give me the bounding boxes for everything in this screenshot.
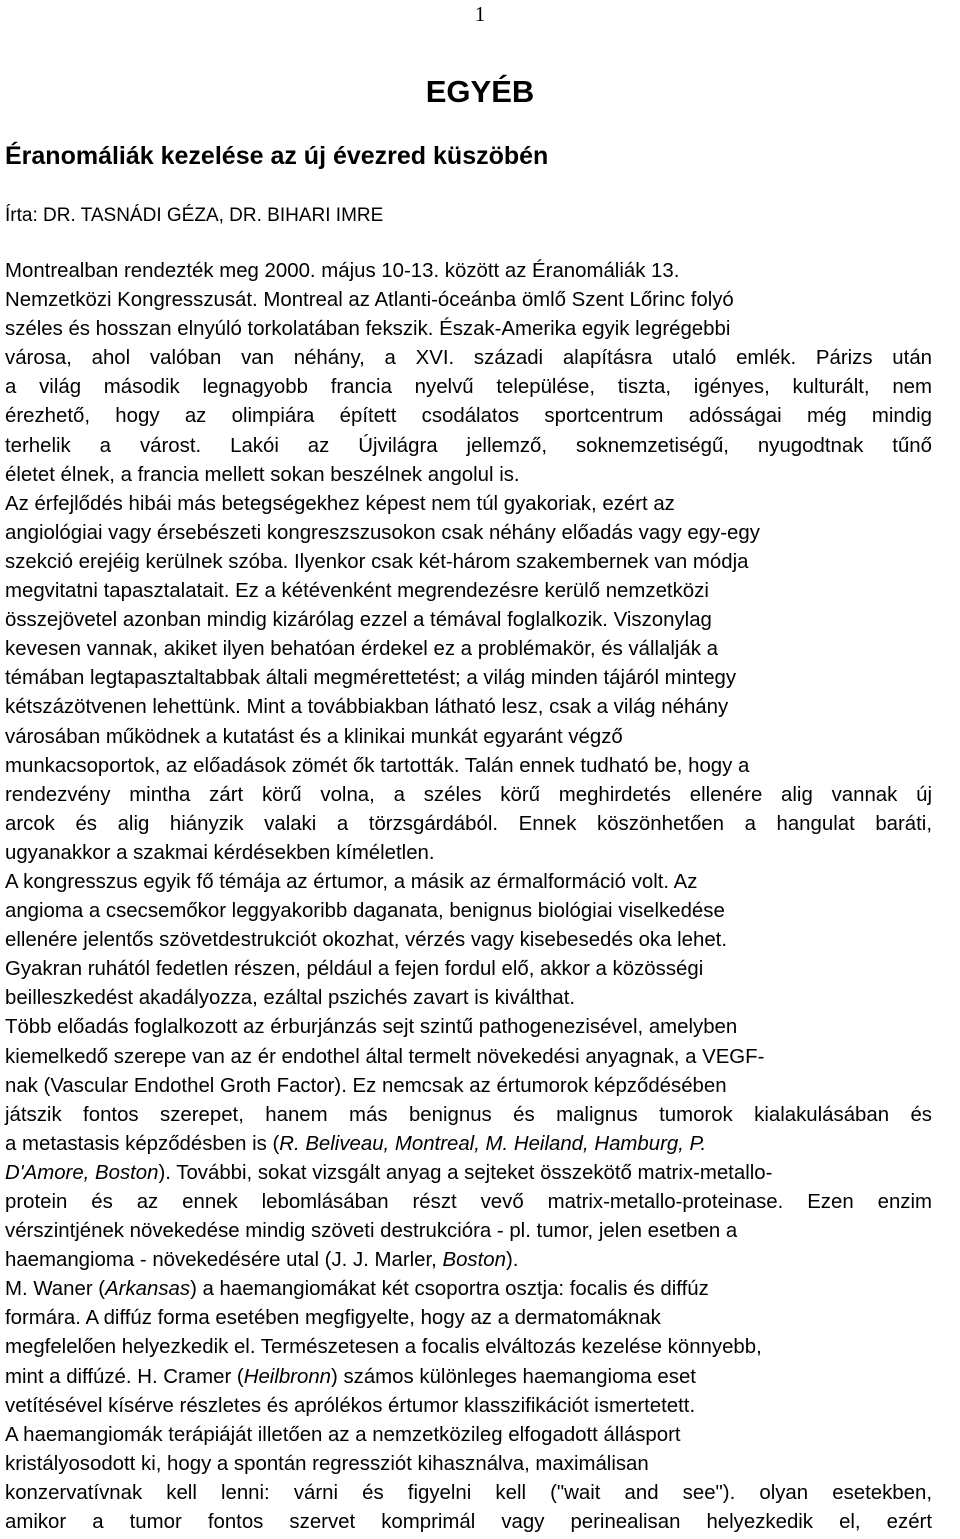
text-line: terhelik a várost. Lakói az Újvilágra jellemző, soknemzetiségű, nyugodtnak tűnő — [5, 434, 932, 457]
text-line: Montrealban rendezték meg 2000. május 10-13. között az Éranomáliák 13. — [5, 260, 680, 282]
text-segment: ) számos különleges haemangioma eset — [331, 1365, 696, 1388]
text-line: rendezvény mintha zárt körű volna, a széles körű meghirdetés ellenére alig vannak új — [5, 783, 932, 806]
italic-reference: Boston — [442, 1249, 506, 1272]
text-line: A haemangiomák terápiáját illetően az a nemzetközileg elfogadott állásport — [5, 1423, 681, 1446]
text-line: életet élnek, a francia mellett sokan beszélnek angolul is. — [5, 463, 520, 486]
text-segment: ). — [505, 1249, 519, 1272]
text-segment: mint a diffúzé. H. Cramer ( — [5, 1365, 244, 1388]
text-line: munkacsoportok, az előadások zömét ők tartották. Talán ennek tudható be, hogy a — [5, 754, 750, 777]
text-line: Több előadás foglalkozott az érburjánzás sejt szintű pathogenezisével, amelyben — [5, 1016, 738, 1039]
italic-reference: D'Amore, Boston — [5, 1161, 159, 1184]
text-line: városában működnek a kutatást és a klinikai munkát egyaránt végző — [5, 725, 623, 748]
text-line: városa, ahol valóban van néhány, a XVI. századi alapításra utaló emlék. Párizs után — [5, 347, 932, 370]
text-line: ellenére jelentős szövetdestrukciót okozhat, vérzés vagy kisebesedés oka lehet. — [5, 929, 728, 952]
italic-reference: R. Beliveau, Montreal, M. Heiland, Hamburg, P. — [279, 1132, 707, 1155]
page-number: 1 — [474, 2, 486, 26]
text-line: kétszázötvenen lehettünk. Mint a továbbiakban látható lesz, csak a világ néhány — [5, 696, 729, 719]
text-line: témában legtapasztaltabbak általi megmérettetést; a világ minden tájáról mintegy — [5, 667, 737, 690]
text-line: formára. A diffúz forma esetében megfigyelte, hogy az a dermatomáknak — [5, 1307, 661, 1330]
text-line: angiológiai vagy érsebészeti kongreszszusokon csak néhány előadás vagy egy-egy — [5, 521, 760, 544]
text-line: nak (Vascular Endothel Groth Factor). Ez nemcsak az értumorok képződésében — [5, 1074, 727, 1097]
text-line: Nemzetközi Kongresszusát. Montreal az Atlanti-óceánba ömlő Szent Lőrinc folyó — [5, 289, 734, 312]
text-line: kristályosodott ki, hogy a spontán regressziót kihasználva, maximálisan — [5, 1452, 649, 1475]
text-segment: ). További, sokat vizsgált anyag a sejteket összekötő matrix-metallo- — [158, 1161, 773, 1184]
text-line — [5, 1159, 932, 1188]
text-line — [5, 1363, 932, 1392]
section-heading: EGYÉB — [425, 74, 535, 109]
text-line: Gyakran ruhától fedetlen részen, például a fejen fordul elő, akkor a közösségi — [5, 958, 704, 981]
text-line: összejövetel azonban mindig kizárólag ezzel a témával foglalkozik. Viszonylag — [5, 609, 712, 632]
text-line: angioma a csecsemőkor leggyakoribb daganata, benignus biológiai viselkedése — [5, 900, 725, 923]
text-line — [5, 1246, 932, 1275]
byline: Írta: DR. TASNÁDI GÉZA, DR. BIHARI IMRE — [5, 205, 384, 226]
text-line: beilleszkedést akadályozza, ezáltal pszichés zavart is kiválthat. — [5, 987, 576, 1010]
text-line: amikor a tumor fontos szervet komprimál vagy perinealisan helyezkedik el, ezért — [5, 1511, 932, 1534]
text-line: a világ második legnagyobb francia nyelvű települése, tiszta, igényes, kulturált, nem — [5, 376, 932, 399]
text-line: konzervatívnak kell lenni: várni és figyelni kell ("wait and see"). olyan esetekben, — [5, 1481, 932, 1504]
italic-reference: Heilbronn — [243, 1365, 331, 1388]
text-line: vérszintjének növekedése mindig szöveti destrukcióra - pl. tumor, jelen esetben a — [5, 1220, 738, 1243]
text-line — [5, 1130, 932, 1159]
text-line: megvitatni tapasztalatait. Ez a kétévenként megrendezésre kerülő nemzetközi — [5, 580, 709, 603]
text-line: széles és hosszan elnyúló torkolatában fekszik. Észak-Amerika egyik legrégebbi — [5, 318, 731, 341]
text-line: protein és az ennek lebomlásában részt vevő matrix-metallo-proteinase. Ezen enzim — [5, 1191, 932, 1213]
text-line: érezhető, hogy az olimpiára épített csodálatos sportcentrum adósságai még mindig — [5, 405, 932, 428]
text-line: játszik fontos szerepet, hanem más benignus és malignus tumorok kialakulásában és — [5, 1103, 932, 1126]
text-line: kevesen vannak, akiket ilyen behatóan érdekel ez a problémakör, és vállalják a — [5, 638, 718, 661]
text-line: arcok és alig hiányzik valaki a törzsgárdából. Ennek köszönhetően a hangulat baráti, — [5, 812, 932, 835]
text-line: kiemelkedő szerepe van az ér endothel által termelt növekedési anyagnak, a VEGF- — [5, 1045, 765, 1068]
text-segment: haemangioma - növekedésére utal (J. J. Marler, — [5, 1249, 443, 1272]
article-title: Éranomáliák kezelése az új évezred küszöbén — [5, 142, 549, 170]
text-line: megfelelően helyezkedik el. Természetesen a focalis elváltozás kezelése könnyebb, — [5, 1336, 762, 1359]
text-segment: ) a haemangiomákat két csoportra osztja: focalis és diffúz — [190, 1278, 709, 1301]
text-line: A kongresszus egyik fő témája az értumor, a másik az érmalformáció volt. Az — [5, 870, 698, 893]
article-body — [5, 257, 932, 1537]
text-line: szekció erejéig kerülnek szóba. Ilyenkor csak két-három szakembernek van módja — [5, 550, 749, 573]
italic-reference: Arkansas — [105, 1278, 191, 1301]
text-line — [5, 1275, 932, 1304]
text-segment: M. Waner ( — [5, 1278, 106, 1301]
text-line: vetítésével kísérve részletes és aprólékos értumor klasszifikációt ismertetett. — [5, 1394, 696, 1417]
text-line: ugyanakkor a szakmai kérdésekben kíméletlen. — [5, 841, 435, 864]
text-line: Az érfejlődés hibái más betegségekhez képest nem túl gyakoriak, ezért az — [5, 492, 675, 515]
text-segment: a metastasis képződésben is ( — [5, 1132, 280, 1155]
